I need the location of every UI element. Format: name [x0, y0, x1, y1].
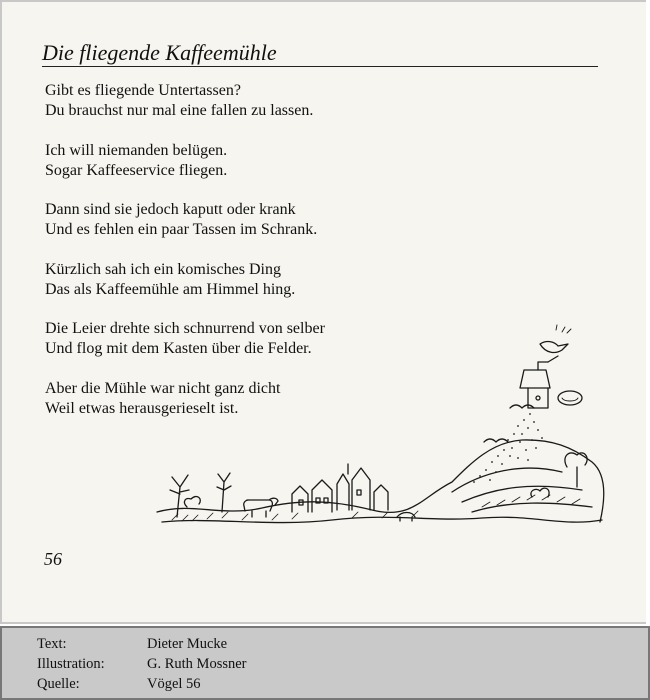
village-icon	[292, 464, 388, 512]
bird-icon	[540, 342, 568, 353]
poem-line: Sogar Kaffeeservice fliegen.	[45, 161, 228, 179]
animal-icon	[397, 513, 415, 522]
tree-icon	[565, 453, 587, 467]
poem-line: Die Leier drehte sich schnurrend von selber	[45, 320, 325, 337]
credit-value: G. Ruth Mossner	[147, 656, 247, 672]
tree-icon	[184, 496, 200, 507]
poem-line: Du brauchst nur mal eine fallen zu lassen.	[45, 102, 314, 119]
stanza-1	[45, 81, 445, 121]
credit-label: Illustration:	[37, 656, 105, 672]
poem-line: Gibt es fliegende Untertassen?	[45, 82, 241, 99]
title-underline	[42, 66, 598, 67]
page-number: 56	[44, 549, 62, 569]
falling-coffee-dots	[473, 413, 543, 483]
stanza-3	[45, 200, 445, 240]
stanza-2	[45, 141, 445, 181]
poem-line: Dann sind sie jedoch kaputt oder krank	[45, 201, 296, 218]
flying-coffee-grinder-illustration	[152, 322, 612, 537]
credit-value: Vögel 56	[147, 676, 201, 692]
poem-line: Das als Kaffeemühle am Himmel hing.	[45, 280, 296, 298]
poem-line: Und flog mit dem Kasten über die Felder.	[45, 340, 312, 357]
poem-title: Die fliegende Kaffeemühle	[42, 40, 277, 65]
credits-panel	[0, 626, 650, 700]
credit-label: Quelle:	[37, 676, 80, 692]
poem-line: Kürzlich sah ich ein komisches Ding	[45, 260, 281, 278]
poem-line: Und es fehlen ein paar Tassen im Schrank.	[45, 221, 318, 238]
tree-icon	[170, 475, 189, 517]
credit-label: Text:	[37, 636, 67, 652]
tree-icon	[217, 473, 231, 512]
credit-value: Dieter Mucke	[147, 636, 228, 652]
poem-line: Weil etwas herausgerieselt ist.	[45, 399, 239, 417]
poem-line: Ich will niemanden belügen.	[45, 141, 228, 159]
coffee-grinder-icon	[520, 356, 558, 408]
bird-icon	[484, 439, 508, 442]
stanza-4	[45, 260, 445, 300]
poem-line: Aber die Mühle war nicht ganz dicht	[45, 379, 281, 397]
